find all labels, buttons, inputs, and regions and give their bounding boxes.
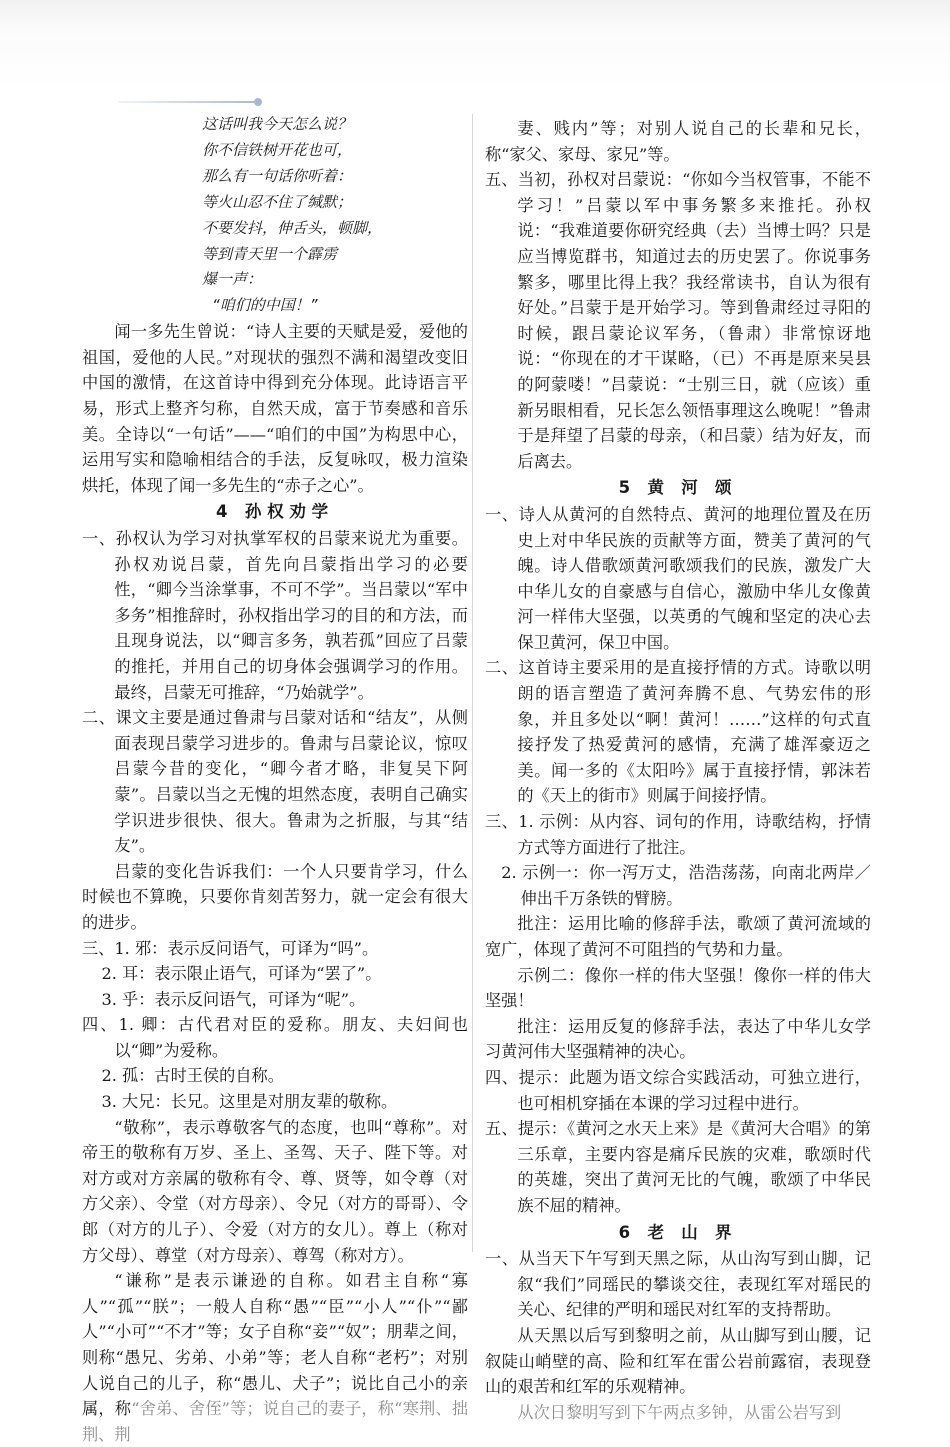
answer-item-5: 五、当初，孙权对吕蒙说：“你如今当权管事，不能不学习！”吕蒙以军中事务繁多来推托。孙权说：“我难道要你研究经典（去）当博士吗？只是应当博览群书，知道过去的历史罢了。你说事务繁多，哪里比得上我？我经常读书，自认为很有好处。”吕蒙于是开始学习。等到鲁肃经过寻阳的时候，跟吕蒙论议军务，（鲁肃）非常惊讶地说：“你现在的才干谋略，（已）不再是原来吴县的阿蒙喽！”吕蒙说：“士别三日，就（应该）重新另眼相看，兄长怎么领悟事理这么晚呢！”鲁肃于是拜望了吕蒙的母亲，（和吕蒙）结为好友，而后离去。: [485, 170, 871, 471]
answer-item-1: 一、孙权认为学习对执掌军权的吕蒙来说尤为重要。孙权劝说吕蒙，首先向吕蒙指出学习的必要性，“卿今当涂掌事，不可不学”。当吕蒙以“军中多务”相推辞时，孙权指出学习的目的和方法，而且现身说法，以“卿言多务，孰若孤”回应了吕蒙的推托，并用自己的切身体会强调学习的作用。最终，吕蒙无可推辞，“乃始就学”。: [82, 529, 468, 702]
huanghe-item-3-1: 三、1. 示例：从内容、词句的作用，诗歌结构，抒情方式等方面进行了批注。: [485, 812, 871, 857]
answer-item-4-paragraph-honorific: “敬称”，表示尊敬客气的态度，也叫“尊称”。对帝王的敬称有万岁、圣上、圣驾、天子、陛下等。对对方或对方亲属的敬称有令、尊、贤等，如令尊（对方父亲）、令堂（对方母亲）、令兄（对方的哥哥）、令郎（对方的儿子）、令爱（对方的女儿）。尊上（称对方父母）、尊堂（对方母亲）、尊驾（称对方）。: [82, 1117, 468, 1265]
answer-item-2: 二、课文主要是通过鲁肃与吕蒙对话和“结友”，从侧面表现吕蒙学习进步的。鲁肃与吕蒙论议，惊叹吕蒙今昔的变化，“卿今者才略，非复吴下阿蒙”。吕蒙以当之无愧的坦然态度，表明自己确实学识进步很快、很大。鲁肃为之折服，与其“结友”。: [82, 708, 468, 856]
poem-line: 不要发抖，伸舌头，顿脚，: [202, 218, 383, 237]
decorative-top-rule: [118, 101, 258, 103]
paragraph-wenyiduo: 闻一多先生曾说：“诗人主要的天赋是爱，爱他的祖国，爱他的人民。”对现状的强烈不满和渴望改变旧中国的激情，在这首诗中得到充分体现。此诗语言平易，形式上整齐匀称，自然天成，富于节奏感和音乐美。全诗以“一句话”——“咱们的中国”为构思中心，运用写实和隐喻相结合的手法，反复咏叹，极力渲染烘托，体现了闻一多先生的“赤子之心”。: [82, 322, 468, 495]
poem-line: 等火山忍不住了缄默；: [202, 192, 353, 211]
continued-text: 妻、贱内”等；对别人说自己的长辈和兄长，称“家父、家母、家兄”等。: [485, 119, 871, 164]
answer-item-4-1: 四、1. 卿：古代君对臣的爱称。朋友、夫妇间也以“卿”为爱称。: [82, 1015, 468, 1060]
huanghe-annotation-2: 批注：运用反复的修辞手法，表达了中华儿女学习黄河伟大坚强精神的决心。: [485, 1016, 871, 1062]
laoshanjie-item-1: 一、从当天下午写到天黑之际，从山沟写到山脚，记叙“我们”同瑶民的攀谈交往，表现红军对瑶民的关心、纪律的严明和瑶民对红军的支持帮助。: [485, 1249, 871, 1320]
poem-line: 那么有一句话你听着：: [202, 166, 353, 185]
left-column: [82, 112, 468, 1447]
column-divider: [472, 114, 473, 1252]
poem-line: 你不信铁树开花也可，: [202, 140, 353, 159]
laoshanjie-paragraph-1: 从天黑以后写到黎明之前，从山脚写到山腰，记叙陡山峭壁的高、险和红军在雷公岩前露宿，表现登山的艰苦和红军的乐观精神。: [485, 1325, 871, 1397]
lesson-heading-4: 4 孙权劝学: [216, 502, 334, 522]
huanghe-item-1: 一、诗人从黄河的自然特点、黄河的地理位置及在历史上对中华民族的贡献等方面，赞美了黄河的气魄。诗人借歌颂黄河歌颂我们的民族，激发广大中华儿女的自豪感与自信心，激励中华儿女像黄河一样伟大坚强，以英勇的气魄和坚定的决心去保卫黄河，保卫中国。: [485, 504, 871, 652]
answer-item-2-paragraph: 吕蒙的变化告诉我们：一个人只要肯学习，什么时候也不算晚，只要你肯刻苦努力，就一定会有很大的进步。: [82, 861, 468, 932]
right-column: [485, 116, 871, 1425]
huanghe-annotation-1: 批注：运用比喻的修辞手法，歌颂了黄河流域的宽广，体现了黄河不可阻挡的气势和力量。: [485, 914, 871, 959]
answer-item-4-2: 2. 孤：古时王侯的自称。: [101, 1066, 284, 1086]
huanghe-item-2: 二、这首诗主要采用的是直接抒情的方式。诗歌以明朗的语言塑造了黄河奔腾不息、气势宏伟的形象，并且多处以“啊！黄河！……”这样的句式直接抒发了热爱黄河的感情，充满了雄浑豪迈之美。闻一多的《太阳吟》属于直接抒情，郭沫若的《天上的街市》则属于间接抒情。: [485, 658, 871, 806]
answer-item-3-1: 三、1. 邪：表示反问语气，可译为“吗”。: [82, 938, 379, 958]
answer-item-3-3: 3. 乎：表示反问语气，可译为“呢”。: [101, 989, 366, 1009]
humble-text: “谦称”是表示谦逊的自称。如君主自称“寡人”“孤”“朕”；一般人自称“愚”“臣”“小人”“仆”“鄙人”“小可”“不才”等；女子自称“妾”“奴”；朋辈之间，则称“愚兄、劣弟、小弟”等；老人自称“老朽”；对别人说自己的儿子，称“愚儿、犬子”；说比自己小的亲属，称: [82, 1271, 468, 1419]
huanghe-example-2: 示例二：像你一样的伟大坚强！像你一样的伟大坚强！: [485, 965, 871, 1011]
answer-item-3-2: 2. 耳：表示限止语气，可译为“罢了”。: [101, 964, 382, 984]
lesson-heading-5: 5 黄 河 颂: [618, 478, 738, 498]
humble-text-faded: “舍弟、舍侄”等；说自己的妻子，称“寒荆、拙荆、荆: [82, 1399, 469, 1444]
laoshanjie-paragraph-2: 从次日黎明写到下午两点多钟，从雷公岩写到: [517, 1402, 842, 1422]
poem-excerpt: [82, 112, 468, 319]
huanghe-item-4: 四、提示：此题为语文综合实践活动，可独立进行，也可相机穿插在本课的学习过程中进行。: [485, 1067, 871, 1113]
huanghe-item-5: 五、提示：《黄河之水天上来》是《黄河大合唱》的第三乐章，主要内容是痛斥民族的灾难，歌颂时代的英雄，突出了黄河无比的气魄，歌颂了中华民族不屈的精神。: [485, 1119, 871, 1215]
poem-line: “咱们的中国！”: [212, 296, 318, 315]
poem-line: 这话叫我今天怎么说？: [202, 115, 353, 133]
answer-item-4-paragraph-humble: [82, 1268, 468, 1447]
answer-item-4-3: 3. 大兄：长兄。这里是对朋友辈的敬称。: [101, 1092, 398, 1112]
lesson-heading-6: 6 老 山 界: [618, 1222, 738, 1242]
poem-line: 爆一声：: [202, 270, 263, 289]
poem-line: 等到青天里一个霹雳: [202, 244, 338, 263]
huanghe-item-3-2: 2. 示例一：你一泻万丈，浩浩荡荡，向南北两岸／伸出千万条铁的臂膀。: [501, 863, 871, 908]
decorative-dot: [254, 98, 262, 106]
